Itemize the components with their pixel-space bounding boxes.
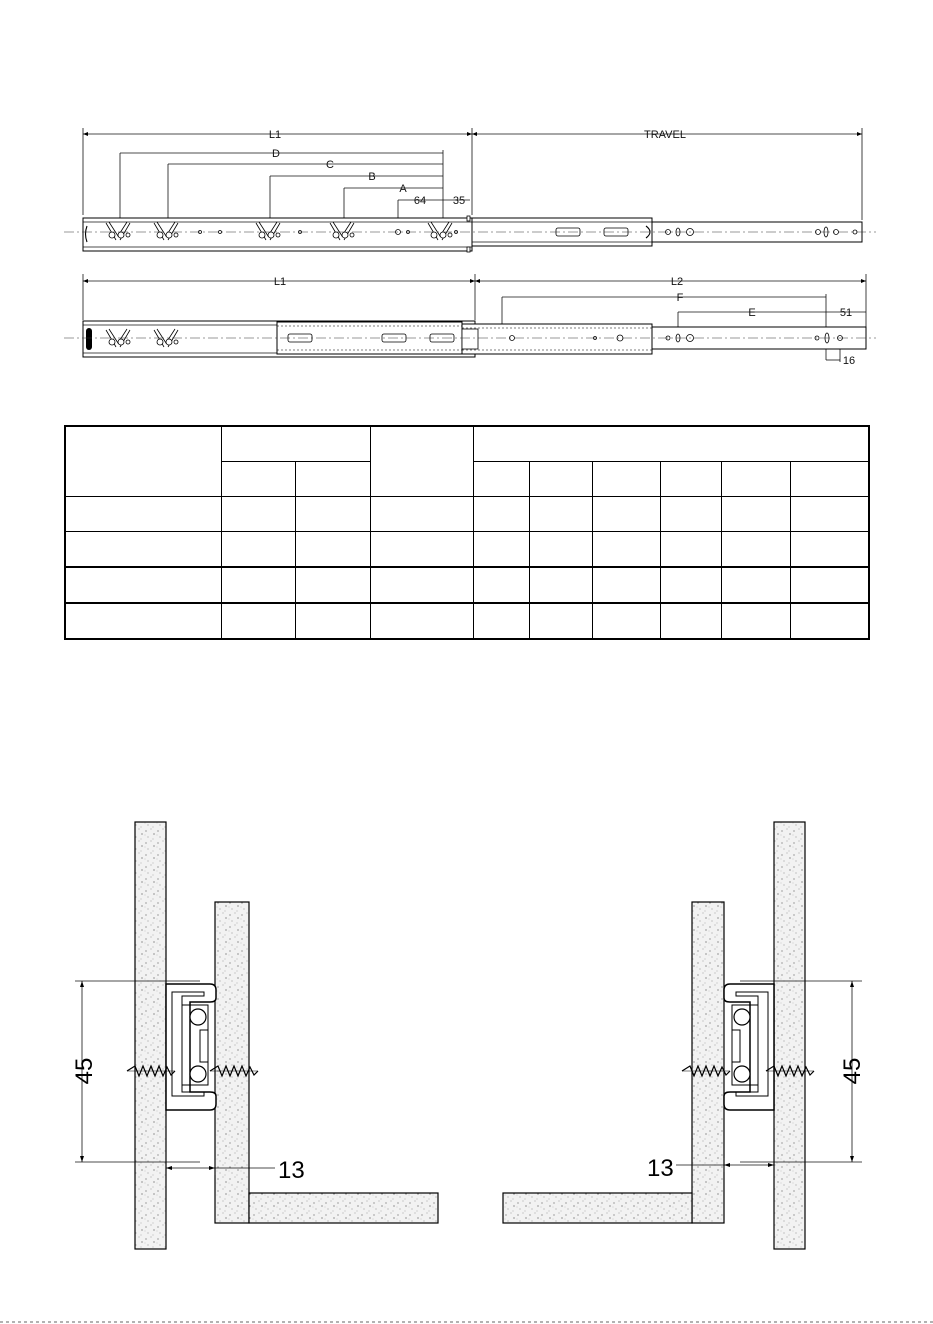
table-cell [660,532,721,568]
table-cell [660,497,721,532]
dim-c: C [326,159,334,171]
table-cell [790,603,869,639]
table-cell [473,567,529,603]
table-cell [473,603,529,639]
table-cell [473,497,529,532]
table-row [65,532,869,568]
table-cell [295,567,370,603]
table-cell [65,603,221,639]
dim-f: F [676,292,684,304]
install-diagram-right [503,822,866,1249]
table-cell [221,462,295,497]
dim-16: 16 [842,355,856,367]
table-cell [592,532,660,568]
table-cell [790,497,869,532]
table-cell [721,603,790,639]
table-cell [370,532,473,568]
table-cell [660,603,721,639]
table-cell [221,532,295,568]
dim-64: 64 [413,195,427,207]
table-cell [295,497,370,532]
dim-l1-bottom: L1 [273,276,287,288]
table-cell [529,497,592,532]
table-cell [721,532,790,568]
table-cell [65,497,221,532]
table-row [65,567,869,603]
table-cell [370,567,473,603]
table-cell [790,532,869,568]
table-cell [473,426,869,462]
dim-45-left: 45 [71,1057,98,1085]
table-cell [221,426,370,462]
table-cell [370,497,473,532]
table-cell [721,497,790,532]
table-cell [65,567,221,603]
table-cell [295,603,370,639]
dim-13-left: 13 [278,1157,305,1184]
table-cell [790,462,869,497]
table-cell [370,426,473,497]
dim-35: 35 [452,195,466,207]
dim-b: B [368,171,376,183]
table-cell [295,532,370,568]
table-cell [65,426,221,497]
table-cell [660,462,721,497]
table-cell [529,532,592,568]
table-cell [473,532,529,568]
table-cell [721,567,790,603]
dim-l2: L2 [670,276,684,288]
table-header-row [65,426,869,462]
dim-a: A [399,183,407,195]
dim-45-right: 45 [839,1057,866,1085]
table-cell [473,462,529,497]
dim-51: 51 [839,307,853,319]
bottom-slide-view [64,274,876,367]
table-cell [790,567,869,603]
table-cell [721,462,790,497]
dim-l1-top: L1 [268,129,282,141]
dim-13-right: 13 [647,1155,674,1182]
table-cell [592,497,660,532]
top-slide-view [64,128,876,252]
table-cell [295,462,370,497]
dim-e: E [748,307,756,319]
table-cell [529,462,592,497]
table-row [65,603,869,639]
table-cell [660,567,721,603]
dim-d: D [272,148,280,160]
table-cell [529,603,592,639]
table-cell [529,567,592,603]
spec-table [64,425,870,640]
table-cell [221,497,295,532]
table-cell [65,532,221,568]
table-cell [221,567,295,603]
table-cell [592,603,660,639]
table-row [65,497,869,532]
dim-travel: TRAVEL [644,129,686,141]
table-cell [592,462,660,497]
install-diagram-left [71,822,438,1249]
table-cell [370,603,473,639]
table-cell [221,603,295,639]
table-cell [592,567,660,603]
